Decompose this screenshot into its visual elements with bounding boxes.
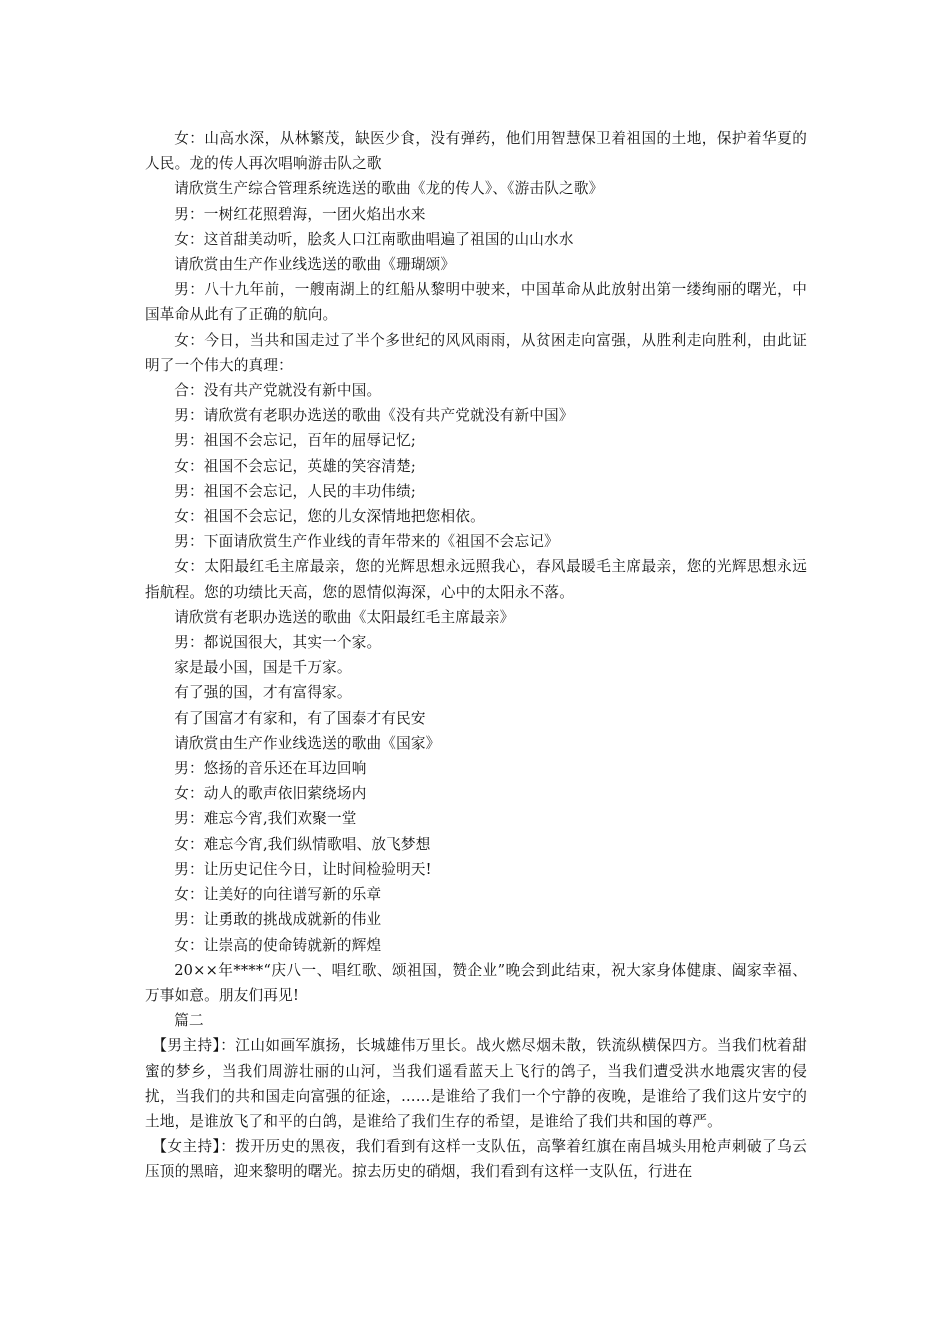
paragraph: 【男主持】：江山如画军旗扬，长城雄伟万里长。战火燃尽烟未散，铁流纵横保四方。当我们枕着甜蜜的梦乡，当我们周游壮丽的山河，当我们遥看蓝天上飞行的鸽子，当我们遭受洪水地震灾害的侵扰，当我们的共和国走向富强的征途，……是谁给了我们一个宁静的夜晚，是谁给了我们这片安宁的土地，是谁放飞了和平的白鸽，是谁给了我们生存的希望，是谁给了我们共和国的尊严。 xyxy=(145,1037,807,1130)
paragraph: 女：让美好的向往谱写新的乐章 xyxy=(174,886,382,904)
paragraph: 男：难忘今宵,我们欢聚一堂 xyxy=(174,810,357,828)
paragraph: 男：下面请欣赏生产作业线的青年带来的《祖国不会忘记》 xyxy=(174,533,559,551)
paragraph: 女：太阳最红毛主席最亲，您的光辉思想永远照我心，春风最暖毛主席最亲，您的光辉思想永远指航程。您的功绩比天高，您的恩情似海深，心中的太阳永不落。 xyxy=(145,558,807,601)
paragraph: 女：祖国不会忘记，英雄的笑容清楚; xyxy=(174,457,417,475)
paragraph: 女：难忘今宵,我们纵情歌唱、放飞梦想 xyxy=(174,835,431,853)
paragraph: 男：祖国不会忘记，百年的屈辱记忆; xyxy=(174,432,417,450)
paragraph: 女：祖国不会忘记，您的儿女深情地把您相依。 xyxy=(174,508,485,526)
paragraph: 有了国富才有家和，有了国泰才有民安 xyxy=(174,709,426,727)
paragraph: 男：请欣赏有老职办选送的歌曲《没有共产党就没有新中国》 xyxy=(174,407,574,425)
paragraph: 女：这首甜美动听，脍炙人口江南歌曲唱遍了祖国的山山水水 xyxy=(174,230,574,248)
paragraph: 合：没有共产党就没有新中国。 xyxy=(174,382,382,400)
paragraph: 女：动人的歌声依旧萦绕场内 xyxy=(174,785,367,803)
paragraph: 男：八十九年前，一艘南湖上的红船从黎明中驶来，中国革命从此放射出第一缕绚丽的曙光，中国革命从此有了正确的航向。 xyxy=(145,281,807,324)
paragraph: 男：悠扬的音乐还在耳边回响 xyxy=(174,760,367,778)
paragraph: 请欣赏有老职办选送的歌曲《太阳最红毛主席最亲》 xyxy=(174,608,515,626)
paragraph: 男：让勇敢的挑战成就新的伟业 xyxy=(174,911,382,929)
paragraph: 男：祖国不会忘记，人民的丰功伟绩; xyxy=(174,482,417,500)
paragraph: 请欣赏由生产作业线选送的歌曲《国家》 xyxy=(174,734,441,752)
paragraph: 男：都说国很大，其实一个家。 xyxy=(174,634,382,652)
paragraph: 男：一树红花照碧海，一团火焰出水来 xyxy=(174,205,426,223)
paragraph: 有了强的国，才有富得家。 xyxy=(174,684,352,702)
section-heading: 篇二 xyxy=(174,1012,204,1030)
document-body xyxy=(145,126,807,1185)
paragraph: 请欣赏由生产作业线选送的歌曲《珊瑚颂》 xyxy=(174,256,456,274)
paragraph: 女：山高水深，从林繁茂，缺医少食，没有弹药，他们用智慧保卫着祖国的土地，保护着华夏的人民。龙的传人再次唱响游击队之歌 xyxy=(145,130,807,173)
paragraph: 男：让历史记住今日，让时间检验明天! xyxy=(174,860,432,878)
paragraph: 【女主持】：拨开历史的黑夜，我们看到有这样一支队伍，高擎着红旗在南昌城头用枪声刺破了乌云压顶的黑暗，迎来黎明的曙光。掠去历史的硝烟，我们看到有这样一支队伍，行进在 xyxy=(145,1138,807,1181)
paragraph: 20××年****“庆八一、唱红歌、颂祖国，赞企业”晚会到此结束，祝大家身体健康、阖家幸福、万事如意。朋友们再见! xyxy=(145,961,807,1004)
paragraph: 女：让崇高的使命铸就新的辉煌 xyxy=(174,936,382,954)
paragraph: 女：今日，当共和国走过了半个多世纪的风风雨雨，从贫困走向富强，从胜利走向胜利，由此证明了一个伟大的真理： xyxy=(145,331,807,374)
paragraph: 家是最小国，国是千万家。 xyxy=(174,659,352,677)
paragraph: 请欣赏生产综合管理系统选送的歌曲《龙的传人》、《游击队之歌》 xyxy=(174,180,604,198)
